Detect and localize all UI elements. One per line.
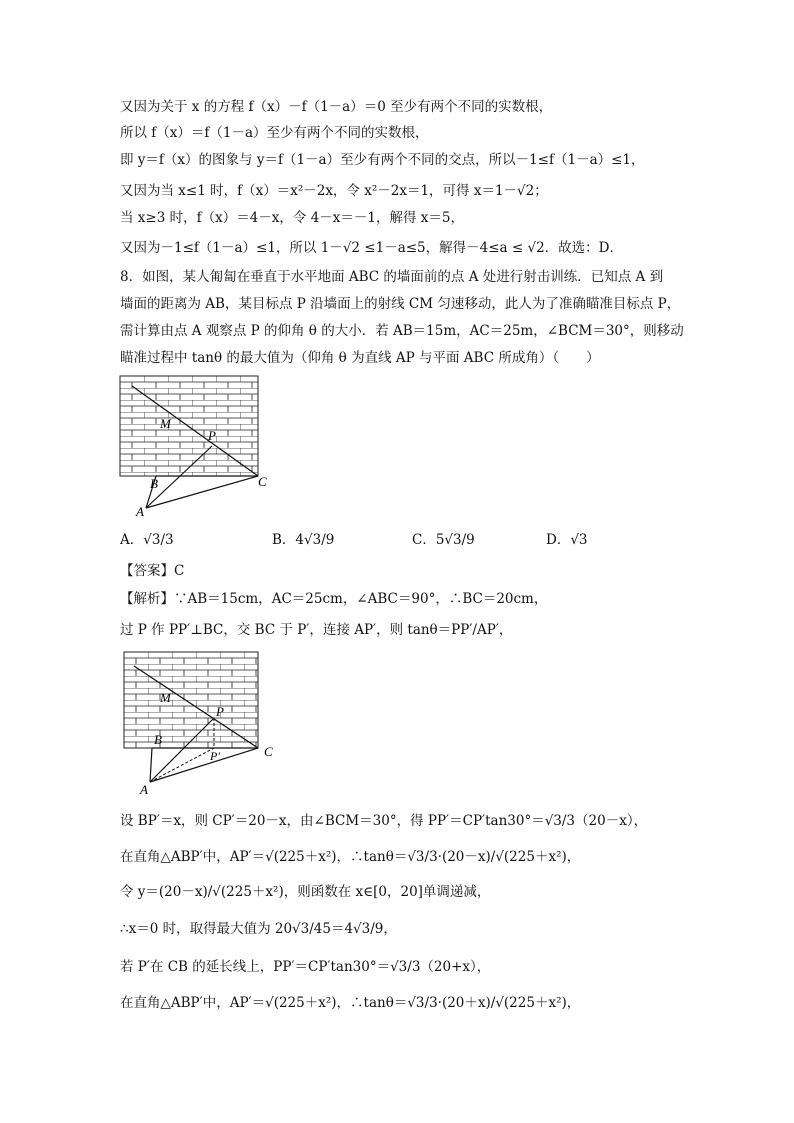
solution-line-8: 在直角△ABP′中，AP′＝√(225＋x²)，∴tanθ＝√3/3·(20＋x)/√(225＋x²)，	[120, 995, 581, 1011]
question-8-line-4: 瞄准过程中 tanθ 的最大值为（仰角 θ 为直线 AP 与平面 ABC 所成角）（ ）	[120, 350, 600, 366]
label-B: B	[154, 732, 162, 747]
option-c: C．5√3/9	[412, 532, 475, 548]
label-P: P	[216, 704, 224, 719]
text-line-1: 又因为关于 x 的方程 f（x）－f（1－a）＝0 至少有两个不同的实数根，	[120, 99, 553, 115]
label-M: M	[160, 416, 171, 431]
text-line-2: 所以 f（x）＝f（1－a）至少有两个不同的实数根，	[120, 125, 429, 141]
text-line-5: 当 x≥3 时，f（x）＝4－x，令 4－x＝－1，解得 x＝5，	[120, 210, 464, 226]
text-line-4: 又因为当 x≤1 时，f（x）＝x²－2x，令 x²－2x＝1，可得 x＝1－√2；	[120, 183, 548, 199]
label-C: C	[258, 474, 267, 489]
label-P-prime: P′	[210, 749, 220, 763]
solution-line-2: 过 P 作 PP′⊥BC，交 BC 于 P′，连接 AP′，则 tanθ＝PP′/AP′，	[120, 622, 513, 638]
label-B: B	[150, 476, 158, 491]
label-M: M	[160, 690, 171, 705]
question-8-line-3: 需计算由点 A 观察点 P 的仰角 θ 的大小．若 AB＝15m，AC＝25m，∠BCM＝30°，则移动	[120, 323, 684, 339]
label-P: P	[208, 428, 216, 443]
answer-text: 【答案】C	[120, 563, 185, 579]
text-line-3: 即 y＝f（x）的图象与 y＝f（1－a）至少有两个不同的交点，所以－1≤f（1－a）≤1，	[120, 152, 645, 168]
option-b: B．4√3/9	[272, 532, 335, 548]
solution-line-4: 在直角△ABP′中，AP′＝√(225＋x²)，∴tanθ＝√3/3·(20－x)/√(225＋x²)，	[120, 849, 581, 865]
solution-line-6: ∴x＝0 时，取得最大值为 20√3/45＝4√3/9，	[120, 921, 397, 937]
wall-figure-1	[112, 372, 272, 520]
wall-figure-2	[112, 644, 282, 800]
solution-line-7: 若 P′在 CB 的延长线上，PP′＝CP′tan30°＝√3/3（20+x），	[120, 959, 491, 975]
label-C: C	[264, 744, 273, 759]
option-a: A．√3/3	[120, 532, 174, 548]
text-line-6: 又因为－1≤f（1－a）≤1，所以 1－√2 ≤1－a≤5，解得－4≤a ≤ √2．故选：D．	[120, 240, 624, 256]
solution-line-1: 【解析】∵AB＝15cm，AC＝25cm，∠ABC＝90°，∴BC＝20cm，	[120, 591, 548, 607]
question-8-line-2: 墙面的距离为 AB，某目标点 P 沿墙面上的射线 CM 匀速移动，此人为了准确瞄准目标点 P，	[120, 296, 681, 312]
solution-line-3: 设 BP′＝x，则 CP′＝20－x，由∠BCM＝30°，得 PP′＝CP′tan30°＝√3/3（20－x），	[120, 813, 648, 829]
label-A: A	[136, 504, 144, 519]
question-8-line-1: 8．如图，某人匍匐在垂直于水平地面 ABC 的墙面前的点 A 处进行射击训练．已知点 A 到	[120, 269, 664, 285]
option-d: D．√3	[546, 532, 588, 548]
solution-line-5: 令 y＝(20－x)/√(225＋x²)，则函数在 x∈[0，20]单调递减，	[120, 884, 491, 900]
label-A: A	[140, 782, 148, 797]
